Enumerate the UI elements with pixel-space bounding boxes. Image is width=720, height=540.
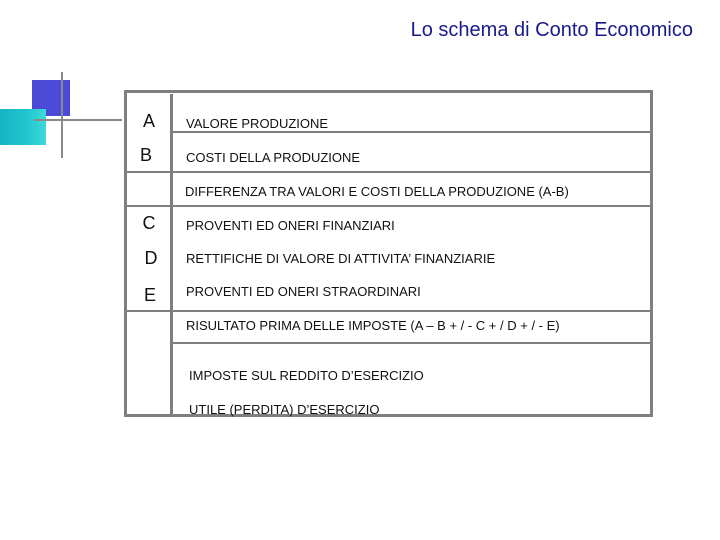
row-label-differenza: DIFFERENZA TRA VALORI E COSTI DELLA PRODUZIONE (A-B) xyxy=(185,184,569,199)
row-letter-a: A xyxy=(142,111,155,131)
row-label-proventi-straordinari: PROVENTI ED ONERI STRAORDINARI xyxy=(186,284,421,299)
slide-title: Lo schema di Conto Economico xyxy=(410,19,693,41)
row-separator xyxy=(124,310,653,312)
row-separator xyxy=(124,171,653,173)
row-label-rettifiche: RETTIFICHE DI VALORE DI ATTIVITA’ FINANZIARIE xyxy=(186,251,496,266)
row-label-utile: UTILE (PERDITA) D’ESERCIZIO xyxy=(189,402,380,417)
row-label-risultato: RISULTATO PRIMA DELLE IMPOSTE (A – B + / - C + / D + / - E) xyxy=(186,318,560,333)
row-label-imposte: IMPOSTE SUL REDDITO D’ESERCIZIO xyxy=(189,368,424,383)
decorative-vertical-line xyxy=(61,72,63,158)
row-letter-e: E xyxy=(143,285,156,305)
row-label-valore-produzione: VALORE PRODUZIONE xyxy=(186,116,329,131)
row-separator xyxy=(173,342,653,344)
row-letter-b: B xyxy=(139,145,152,165)
row-letter-d: D xyxy=(144,248,158,268)
row-separator xyxy=(173,131,653,133)
row-separator xyxy=(124,205,653,207)
row-label-costi-produzione: COSTI DELLA PRODUZIONE xyxy=(186,150,361,165)
row-label-proventi-finanziari: PROVENTI ED ONERI FINANZIARI xyxy=(186,218,395,233)
decorative-horizontal-line xyxy=(34,119,122,121)
row-letter-c: C xyxy=(142,213,156,233)
decorative-teal-square xyxy=(0,109,46,145)
